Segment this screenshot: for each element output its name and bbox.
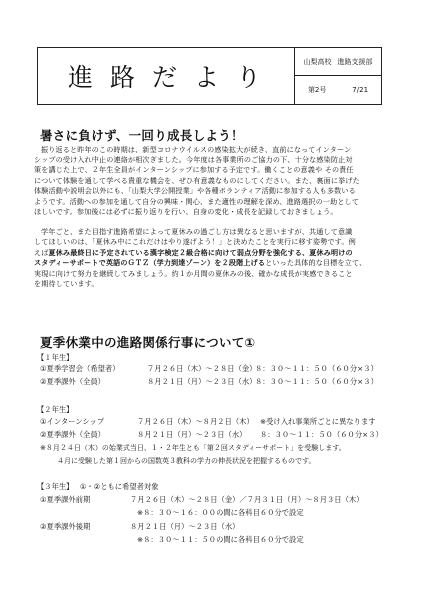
paragraph-line: 体験活動や説明会以外にも、「山梨大学公開授業」や各種ボランティア活動に参加する人も多数いる bbox=[34, 186, 356, 195]
newsletter-title: 進路だより bbox=[38, 48, 295, 104]
paragraph-line-emphasis bbox=[34, 248, 353, 257]
event-name: ②夏季課外（全員） bbox=[40, 377, 105, 386]
emphasis-goal-2: スタディーサポートで英語のＧＴＺ（学力到達ゾーン）を２段階上げる bbox=[34, 258, 266, 267]
grade3-label: 【３年生】 bbox=[37, 482, 74, 491]
issue-date: 7/21 bbox=[352, 86, 369, 94]
event-time: ※８：３０～１１：５０の間に各科目６０分で設定 bbox=[137, 535, 304, 544]
paragraph-line: 振り返ると昨年のこの時期は、新型コロナウイルスの感染拡大が続き、直前になってインターン bbox=[41, 145, 352, 154]
event-time: ８：３０～１１：５０（６０分×３） bbox=[255, 377, 378, 386]
event-name: ①夏季課外前期 bbox=[40, 495, 91, 504]
section1-heading: 暑さに負けず、一回り成長しよう！ bbox=[40, 128, 244, 143]
paragraph-line: ほしいです。参加後には必ずに振り返りを行い、自身の変化・成長を記録しておきましょう。 bbox=[34, 207, 338, 216]
event-dates: ７月２６日（木）～８月２日（木） bbox=[137, 417, 254, 426]
masthead bbox=[37, 47, 382, 105]
section2-heading: 夏季休業中の進路関係行事について① bbox=[40, 335, 256, 350]
grade2-label: 【２年生】 bbox=[37, 405, 74, 414]
line-suffix: といった具体的な目標を立て、 bbox=[265, 258, 367, 267]
event-time: ※受け入れ事業所ごとに異なります bbox=[260, 417, 376, 426]
emphasis-goal-1: 夏休み最終日に予定されている漢字検定２級合格に向けて弱点分野を強化する、夏休み明けの bbox=[48, 248, 353, 257]
event-time: ８：３０～１１：５０（６０分×３） bbox=[260, 430, 383, 439]
event-time: ※８：３０～１６：００の間に各科目６０分で設定 bbox=[137, 508, 304, 517]
paragraph-line: 実現に向けて努力を継続してみましょう。約１か月間の夏休みの後、確かな成長が実感できること bbox=[34, 269, 353, 278]
issue-number: 第2号 bbox=[307, 86, 327, 94]
paragraph-line: を期待しています。 bbox=[34, 279, 99, 288]
masthead-info bbox=[295, 48, 381, 104]
grade3-target: ①・②ともに希望者対象 bbox=[79, 482, 159, 491]
event-dates: ８月２１日（月）～２３日（水） bbox=[147, 377, 257, 386]
department-name: 進路支援部 bbox=[337, 57, 373, 66]
event-name: ②夏季課外（全員） bbox=[40, 430, 105, 439]
event-dates: ７月２６日（木）～２８日（金） bbox=[147, 364, 257, 373]
event-time: ８：３０～１１：５０（６０分×３） bbox=[255, 364, 378, 373]
grade2-note: ※８月２４日（木）の始業式当日、１・２年生とも「第２回スタディーサポート」を受験します。 bbox=[40, 444, 346, 452]
paragraph-line: ようです。活動への参加を通して自分の興味・関心、また適性の理解を深め、進路選択の一助として bbox=[34, 197, 360, 206]
masthead-issue bbox=[295, 76, 381, 104]
paragraph-line: してほしいのは、「夏休み中にこれだけはやり遂げよう！」と決めたことを実行に移す姿勢です。例 bbox=[34, 237, 356, 246]
event-name: ①夏季学習会（希望者） bbox=[40, 364, 120, 373]
school-name: 山梨高校 bbox=[303, 57, 332, 66]
grade2-note: ４月に受験した第１回からの国数英３教科の学力の伸長状況を把握するものです。 bbox=[57, 457, 316, 465]
paragraph-line: シップの受け入れ中止の連絡が相次ぎました。今年度は各事業所のご協力の下、十分な感染防止対 bbox=[34, 155, 353, 164]
paragraph-line: 策を講じた上で、２年生全員がインターンシップに参加する予定です。働くことの意義や その責任 bbox=[34, 165, 354, 174]
paragraph-line: について体験を通して学べる貴重な機会を、ぜひ有意義なものにしてください。また、裏面に挙げた bbox=[34, 176, 360, 185]
event-dates: ８月２１日（月）～２３日（水） bbox=[130, 522, 240, 531]
event-dates: ７月２６日（木）～２８日（金）／７月３１日（月）～８月３日（木） bbox=[130, 495, 364, 504]
grade1-label: 【１年生】 bbox=[37, 353, 74, 362]
event-name: ②夏季課外後期 bbox=[40, 522, 91, 531]
event-name: ①インターンシップ bbox=[40, 417, 105, 426]
paragraph-line-emphasis bbox=[34, 258, 366, 267]
event-dates: ８月２１日（月）～２３日（水） bbox=[137, 430, 247, 439]
paragraph-line: 学年ごと、また目指す進路希望によって夏休みの過ごし方は異なると思いますが、共通して意識 bbox=[41, 227, 353, 236]
masthead-org bbox=[295, 48, 381, 76]
line-prefix: えば bbox=[34, 248, 49, 257]
grade3-label-row bbox=[37, 482, 159, 492]
